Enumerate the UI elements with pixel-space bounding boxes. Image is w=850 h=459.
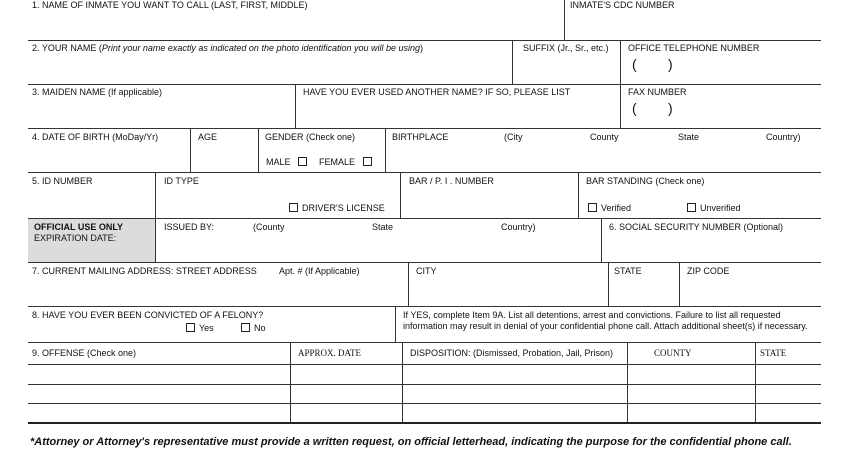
issued-state-label: State: [372, 222, 394, 232]
disposition-label: DISPOSITION: (Dismissed, Probation, Jail, Prison): [410, 348, 614, 358]
vrule-zip: [679, 262, 680, 306]
felony-yes-option[interactable]: [186, 323, 214, 334]
issued-county-label: (County: [253, 222, 285, 232]
drivers-license-option[interactable]: [289, 203, 385, 214]
unverified-checkbox[interactable]: [687, 203, 696, 212]
inmate-name-label: 1. NAME OF INMATE YOU WANT TO CALL (LAST, FIRST, MIDDLE): [32, 0, 308, 10]
office-phone-label: OFFICE TELEPHONE NUMBER: [628, 43, 760, 53]
zip-label: ZIP CODE: [687, 266, 730, 276]
felony-no-label: No: [254, 323, 266, 333]
vrule-ssn: [601, 218, 602, 262]
verified-checkbox[interactable]: [588, 203, 597, 212]
vrule-city: [408, 262, 409, 306]
vrule-phone: [620, 40, 621, 128]
gender-female-option[interactable]: [319, 157, 376, 168]
rule-row2-bottom: [28, 84, 821, 85]
mailing-address-label: 7. CURRENT MAILING ADDRESS: STREET ADDRESS: [32, 266, 257, 276]
rule-row8-bottom: [28, 342, 821, 343]
felony-instructions-line2: information may result in denial of your confidential phone call. Attach additional sheet(s) if necessary.: [403, 321, 808, 331]
other-name-label: HAVE YOU EVER USED ANOTHER NAME? IF SO, PLEASE LIST: [303, 87, 571, 97]
drivers-license-label: DRIVER'S LICENSE: [302, 203, 385, 213]
birthplace-country-label: Country): [766, 132, 801, 142]
office-phone-paren-open: (: [632, 56, 637, 72]
rule-row9-header-bottom: [28, 364, 821, 365]
fax-paren-close: ): [668, 100, 673, 116]
rule-row1-bottom: [28, 40, 821, 41]
vrule-bar: [400, 172, 401, 218]
id-type-label: ID TYPE: [164, 176, 199, 186]
your-name-label: 2. YOUR NAME (Print your name exactly as indicated on the photo identification you will be using): [32, 43, 424, 53]
id-number-label: 5. ID NUMBER: [32, 176, 93, 186]
vrule-birthplace: [385, 128, 386, 172]
attorney-footnote: *Attorney or Attorney's representative must provide a written request, on official letterhead, indicating the purpose for the confidential phone call.: [30, 436, 792, 448]
felony-no-option[interactable]: [241, 323, 266, 334]
vrule-suffix: [512, 40, 513, 84]
gender-male-option[interactable]: [266, 157, 311, 168]
vrule-gender: [258, 128, 259, 172]
state-col-label: STATE: [760, 348, 787, 358]
vrule-felony: [395, 306, 396, 342]
felony-question-label: 8. HAVE YOU EVER BEEN CONVICTED OF A FELONY?: [32, 310, 264, 320]
expiration-date-label: EXPIRATION DATE:: [34, 233, 117, 243]
ssn-label: 6. SOCIAL SECURITY NUMBER (Optional): [609, 222, 784, 232]
rule-table-bottom: [28, 422, 821, 424]
felony-no-checkbox[interactable]: [241, 323, 250, 332]
state-label: STATE: [614, 266, 642, 276]
drivers-license-checkbox[interactable]: [289, 203, 298, 212]
verified-label: Verified: [601, 203, 632, 213]
office-phone-paren-close: ): [668, 56, 673, 72]
vrule-idtype: [155, 172, 156, 262]
unverified-label: Unverified: [700, 203, 741, 213]
rule-table-line2: [28, 403, 821, 404]
verified-option[interactable]: [588, 203, 631, 214]
vrule-state: [608, 262, 609, 306]
apt-label: Apt. # (If Applicable): [279, 266, 360, 276]
fax-label: FAX NUMBER: [628, 87, 687, 97]
rule-row6-bottom: [28, 262, 821, 263]
bar-standing-label: BAR STANDING (Check one): [586, 176, 705, 186]
rule-row3-bottom: [28, 128, 821, 129]
birthplace-label: BIRTHPLACE: [392, 132, 449, 142]
female-checkbox[interactable]: [363, 157, 372, 166]
city-label: CITY: [416, 266, 437, 276]
vrule-other-name: [295, 84, 296, 128]
vrule-cdc: [564, 0, 565, 40]
birthplace-county-label: County: [590, 132, 619, 142]
rule-row7-bottom: [28, 306, 821, 307]
vrule-approx-date: [290, 342, 291, 422]
issued-country-label: Country): [501, 222, 536, 232]
age-label: AGE: [198, 132, 218, 142]
vrule-county: [627, 342, 628, 422]
vrule-state-col: [755, 342, 756, 422]
vrule-disposition: [402, 342, 403, 422]
maiden-name-label: 3. MAIDEN NAME (If applicable): [32, 87, 163, 97]
rule-row4-bottom: [28, 172, 821, 173]
fax-paren-open: (: [632, 100, 637, 116]
rule-table-line1: [28, 384, 821, 385]
felony-instructions-line1: If YES, complete Item 9A. List all detentions, arrest and convictions. Failure to list all requested: [403, 310, 781, 320]
felony-yes-checkbox[interactable]: [186, 323, 195, 332]
unverified-option[interactable]: [687, 203, 741, 214]
cdc-number-label: INMATE'S CDC NUMBER: [570, 0, 675, 10]
bar-number-label: BAR / P. I . NUMBER: [409, 176, 494, 186]
county-col-label: COUNTY: [654, 348, 692, 358]
official-use-label: OFFICIAL USE ONLY: [34, 222, 124, 232]
dob-label: 4. DATE OF BIRTH (MoDay/Yr): [32, 132, 159, 142]
gender-label: GENDER (Check one): [265, 132, 356, 142]
male-label: MALE: [266, 157, 291, 167]
approx-date-label: APPROX. DATE: [298, 348, 362, 358]
vrule-barstanding: [578, 172, 579, 218]
birthplace-state-label: State: [678, 132, 700, 142]
vrule-age: [190, 128, 191, 172]
suffix-label: SUFFIX (Jr., Sr., etc.): [523, 43, 609, 53]
birthplace-city-label: (City: [504, 132, 523, 142]
female-label: FEMALE: [319, 157, 356, 167]
male-checkbox[interactable]: [298, 157, 307, 166]
felony-yes-label: Yes: [199, 323, 214, 333]
issued-by-label: ISSUED BY:: [164, 222, 215, 232]
offense-label: 9. OFFENSE (Check one): [32, 348, 137, 358]
